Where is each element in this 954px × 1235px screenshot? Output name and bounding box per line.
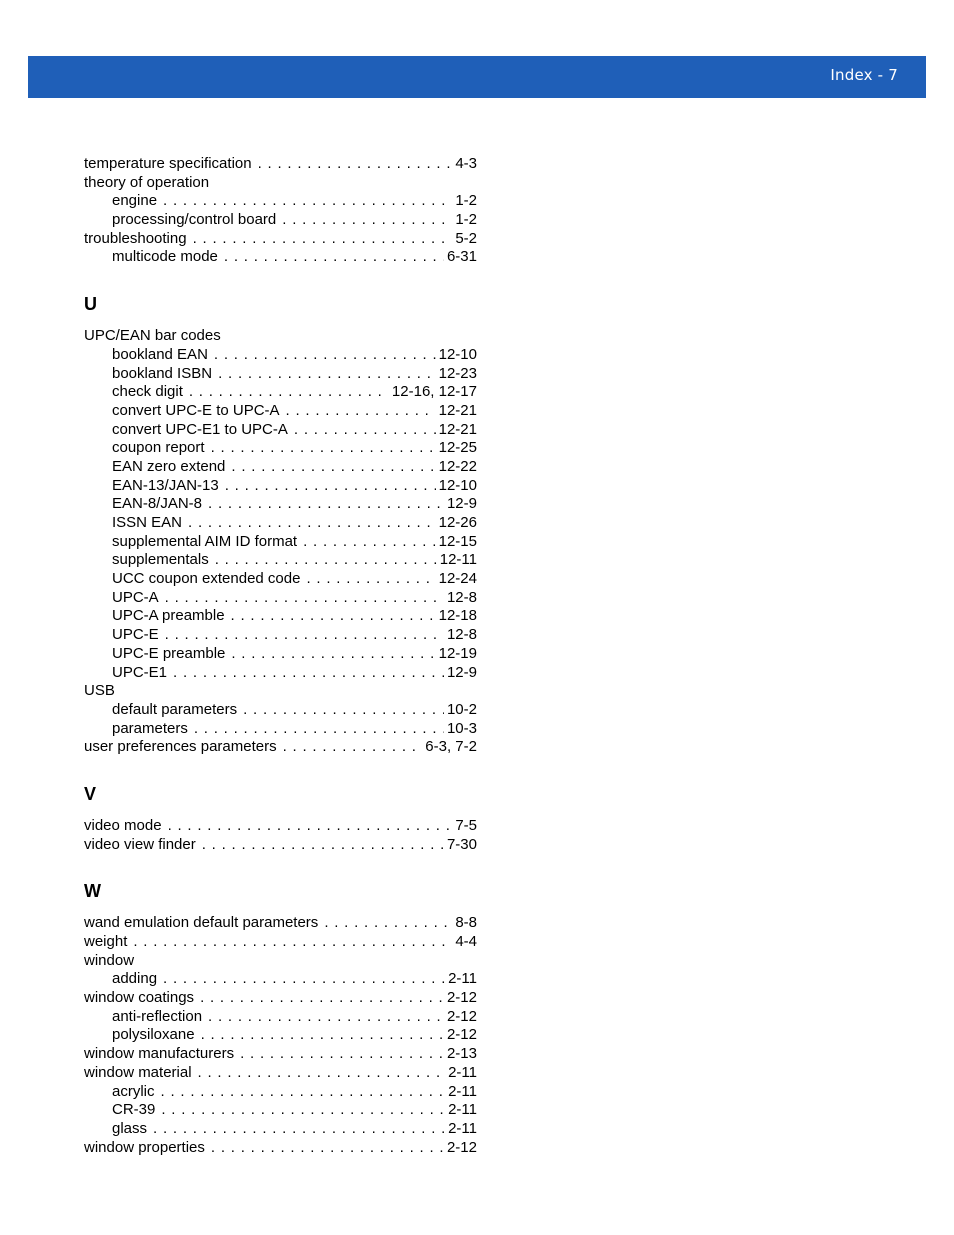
dot-leader (165, 589, 444, 608)
section-letter: V (84, 783, 97, 804)
dot-leader (231, 607, 436, 626)
entry-page-ref: 12-23 (438, 364, 477, 382)
entry-page-ref: 2-11 (448, 1101, 477, 1119)
entry-page-ref: 4-4 (455, 933, 477, 950)
entry-page-ref: 12-9 (446, 495, 477, 513)
index-entry (84, 155, 477, 174)
entry-term: convert UPC-E1 to UPC-A (112, 420, 288, 438)
dot-leader (198, 1064, 446, 1083)
index-subentry (84, 402, 477, 421)
index-subentry (84, 701, 477, 720)
dot-leader (173, 664, 444, 683)
entry-term: parameters (112, 719, 188, 737)
index-subentry (84, 383, 477, 402)
entry-term: troubleshooting (84, 229, 187, 247)
entry-page-ref: 2-12 (446, 1007, 477, 1025)
index-entry (84, 817, 477, 836)
entry-term: theory of operation (84, 173, 210, 191)
entry-page-ref: 7-5 (455, 816, 477, 834)
entry-page-ref: 12-24 (438, 570, 477, 588)
index-entry (84, 1045, 477, 1064)
entry-term: UPC/EAN bar codes (84, 327, 221, 345)
entry-term: bookland EAN (112, 345, 208, 363)
entry-term: UPC-E (112, 626, 159, 644)
index-subentry (84, 720, 477, 739)
index-subentry (84, 248, 477, 267)
dot-leader (294, 421, 436, 440)
dot-leader (214, 346, 436, 365)
entry-page-ref: 1-2 (455, 192, 477, 210)
index-subentry (84, 458, 477, 477)
dot-leader (189, 383, 389, 402)
index-subentry (84, 421, 477, 440)
entry-page-ref: 12-22 (438, 457, 477, 475)
entry-term: window properties (84, 1138, 205, 1156)
entry-term: temperature specification (84, 155, 252, 172)
dot-leader (153, 1120, 445, 1139)
index-subentry (84, 970, 477, 989)
index-subentry (84, 365, 477, 384)
index-entry (84, 1064, 477, 1083)
entry-term: UCC coupon extended code (112, 570, 301, 588)
entry-page-ref: 2-12 (446, 1138, 477, 1156)
index-entry (84, 1139, 477, 1158)
dot-leader (240, 1045, 444, 1064)
index-subentry (84, 533, 477, 552)
dot-leader (215, 551, 437, 570)
index-entry (84, 933, 477, 952)
entry-term: supplementals (112, 551, 209, 569)
dot-leader (286, 402, 436, 421)
entry-term: convert UPC-E to UPC-A (112, 401, 280, 419)
entry-page-ref: 12-9 (446, 663, 477, 681)
entry-term: window manufacturers (84, 1045, 235, 1063)
header-bar (28, 56, 926, 98)
dot-leader (258, 155, 453, 174)
entry-term: CR-39 (112, 1101, 156, 1119)
index-subentry (84, 439, 477, 458)
dot-leader (163, 970, 445, 989)
entry-term: coupon report (112, 439, 205, 457)
dot-leader (224, 248, 444, 267)
entry-term: EAN zero extend (112, 457, 226, 475)
dot-leader (231, 645, 435, 664)
dot-leader (324, 914, 452, 933)
entry-page-ref: 12-15 (438, 532, 477, 550)
entry-page-ref: 2-11 (448, 970, 477, 988)
entry-page-ref: 1-2 (455, 211, 477, 229)
dot-leader (165, 626, 444, 645)
entry-term: glass (112, 1119, 148, 1137)
entry-page-ref: 12-8 (446, 626, 477, 644)
entry-page-ref: 12-10 (438, 345, 477, 363)
entry-page-ref: 2-11 (448, 1063, 477, 1081)
entry-page-ref: 2-11 (448, 1119, 477, 1137)
entry-term: video view finder (84, 835, 196, 853)
index-subentry (84, 192, 477, 211)
index-entry (84, 914, 477, 933)
entry-page-ref: 10-3 (446, 719, 477, 737)
section-letter: U (84, 294, 97, 315)
entry-term: EAN-8/JAN-8 (112, 495, 203, 513)
entry-term: window coatings (84, 989, 195, 1007)
dot-leader (168, 817, 453, 836)
dot-leader (283, 738, 423, 757)
entry-page-ref: 7-30 (446, 835, 477, 853)
index-entry (84, 327, 477, 346)
index-subentry (84, 1120, 477, 1139)
index-subentry (84, 346, 477, 365)
dot-leader (161, 1083, 446, 1102)
index-subentry (84, 664, 477, 683)
dot-leader (243, 701, 444, 720)
index-entry (84, 682, 477, 701)
entry-page-ref: 12-18 (438, 607, 477, 625)
entry-page-ref: 12-10 (438, 476, 477, 494)
dot-leader (161, 1101, 445, 1120)
entry-page-ref: 12-19 (438, 644, 477, 662)
dot-leader (306, 570, 435, 589)
dot-leader (225, 477, 436, 496)
index-subentry (84, 477, 477, 496)
index-subentry (84, 645, 477, 664)
index-entry (84, 174, 477, 193)
index-subentry (84, 626, 477, 645)
entry-term: weight (84, 933, 128, 950)
entry-page-ref: 12-25 (438, 439, 477, 457)
index-subentry (84, 1083, 477, 1102)
index-entry (84, 989, 477, 1008)
page-label: Index - 7 (830, 66, 898, 84)
index-column (84, 155, 477, 1157)
dot-leader (208, 1008, 444, 1027)
index-subentry (84, 514, 477, 533)
index-subentry (84, 570, 477, 589)
entry-page-ref: 2-12 (446, 1026, 477, 1044)
index-subentry (84, 551, 477, 570)
index-entry (84, 230, 477, 249)
dot-leader (201, 1026, 444, 1045)
entry-term: window material (84, 1063, 192, 1081)
entry-page-ref: 8-8 (455, 914, 477, 932)
entry-page-ref: 6-31 (446, 248, 477, 266)
index-subentry (84, 1008, 477, 1027)
entry-term: anti-reflection (112, 1007, 203, 1025)
entry-term: UPC-E1 (112, 663, 168, 681)
dot-leader (282, 211, 452, 230)
dot-leader (163, 192, 452, 211)
entry-term: acrylic (112, 1082, 155, 1100)
index-entry (84, 738, 477, 757)
entry-page-ref: 12-11 (439, 551, 477, 569)
entry-page-ref: 12-16, 12-17 (391, 383, 477, 401)
entry-term: EAN-13/JAN-13 (112, 476, 219, 494)
index-entry (84, 836, 477, 855)
dot-leader (200, 989, 444, 1008)
index-subentry (84, 589, 477, 608)
entry-page-ref: 6-3, 7-2 (425, 738, 477, 756)
entry-term: ISSN EAN (112, 514, 183, 531)
entry-page-ref: 12-26 (438, 514, 477, 531)
dot-leader (231, 458, 435, 477)
entry-page-ref: 12-8 (446, 588, 477, 606)
entry-page-ref: 4-3 (455, 155, 477, 172)
dot-leader (188, 514, 436, 533)
entry-page-ref: 2-11 (448, 1082, 477, 1100)
dot-leader (208, 495, 444, 514)
entry-term: UPC-A preamble (112, 607, 225, 625)
index-subentry (84, 607, 477, 626)
entry-term: window (84, 951, 135, 969)
dot-leader (211, 1139, 444, 1158)
dot-leader (218, 365, 436, 384)
dot-leader (133, 933, 452, 952)
entry-page-ref: 10-2 (446, 700, 477, 718)
index-subentry (84, 211, 477, 230)
entry-page-ref: 12-21 (438, 401, 477, 419)
dot-leader (303, 533, 436, 552)
dot-leader (211, 439, 436, 458)
entry-term: engine (112, 192, 158, 210)
entry-term: adding (112, 970, 158, 988)
entry-term: user preferences parameters (84, 738, 277, 756)
entry-term: default parameters (112, 700, 238, 718)
dot-leader (194, 720, 444, 739)
entry-term: processing/control board (112, 211, 277, 229)
section-letter: W (84, 881, 101, 902)
entry-term: polysiloxane (112, 1026, 195, 1044)
index-entry (84, 952, 477, 971)
entry-term: bookland ISBN (112, 364, 213, 382)
dot-leader (193, 230, 453, 249)
entry-term: check digit (112, 383, 183, 401)
entry-term: supplemental AIM ID format (112, 532, 298, 550)
entry-term: UPC-E preamble (112, 644, 226, 662)
entry-term: UPC-A (112, 588, 159, 606)
dot-leader (202, 836, 444, 855)
entry-term: wand emulation default parameters (84, 914, 319, 932)
entry-term: video mode (84, 816, 162, 834)
entry-term: USB (84, 682, 115, 700)
index-subentry (84, 1101, 477, 1120)
entry-page-ref: 12-21 (438, 420, 477, 438)
index-subentry (84, 495, 477, 514)
entry-page-ref: 2-12 (446, 989, 477, 1007)
entry-page-ref: 5-2 (455, 229, 477, 247)
index-subentry (84, 1026, 477, 1045)
entry-page-ref: 2-13 (446, 1045, 477, 1063)
entry-term: multicode mode (112, 248, 218, 266)
